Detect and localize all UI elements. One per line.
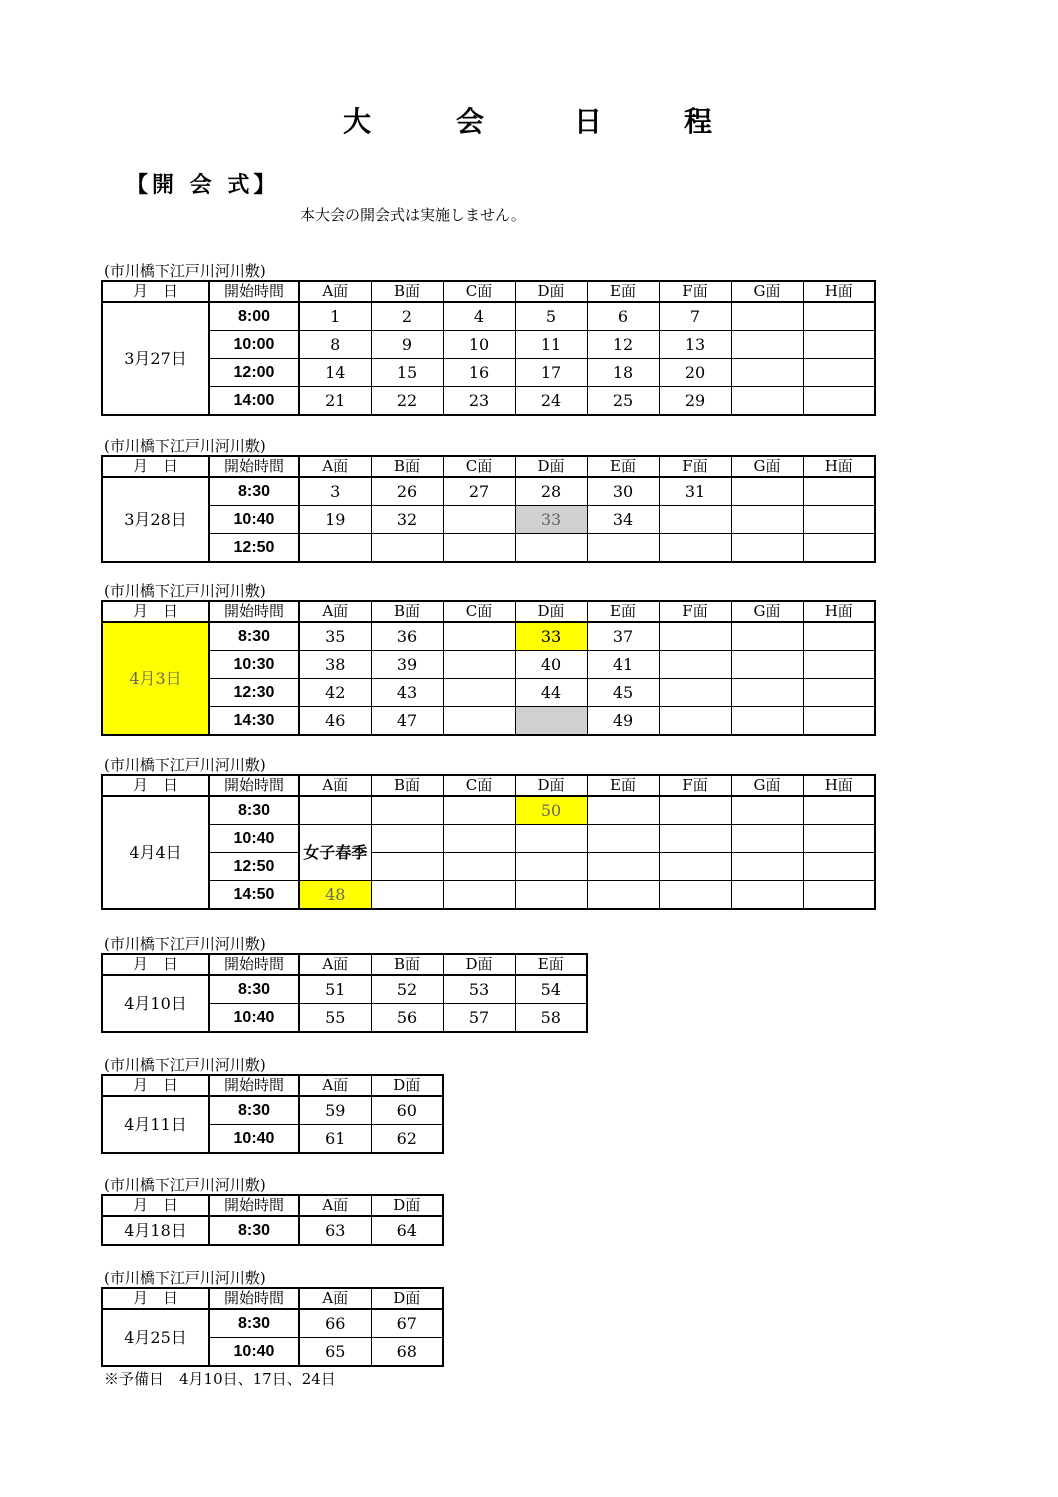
time-column-header: 開始時間 [209,1195,299,1216]
match-cell [659,796,731,825]
time-column-header: 開始時間 [209,1075,299,1096]
table-row [102,302,875,331]
match-cell [659,881,731,910]
match-cell: 26 [371,477,443,506]
court-column-header: F面 [659,775,731,796]
title-char: 日 [574,105,603,138]
match-cell: 6 [587,302,659,331]
table-row [102,534,875,563]
match-cell [587,796,659,825]
court-column-header: A面 [299,1288,371,1309]
match-cell [371,796,443,825]
match-cell [731,387,803,416]
match-cell: 43 [371,679,443,707]
start-time-cell: 10:40 [209,825,299,853]
match-cell [731,359,803,387]
court-column-header: A面 [299,456,371,477]
date-column-header: 月 日 [102,1195,209,1216]
match-cell: 23 [443,387,515,416]
match-cell [803,853,875,881]
date-cell: 4月11日 [102,1096,209,1153]
match-cell: 34 [587,506,659,534]
match-cell [803,506,875,534]
match-cell [371,825,443,853]
start-time-cell: 10:40 [209,1125,299,1154]
court-column-header: C面 [443,281,515,302]
match-cell: 36 [371,622,443,651]
match-cell [803,387,875,416]
start-time-cell: 12:30 [209,679,299,707]
table-row [102,707,875,736]
match-cell [443,881,515,910]
court-column-header: D面 [371,1195,443,1216]
table-row [102,359,875,387]
match-cell [731,825,803,853]
match-cell: 15 [371,359,443,387]
match-cell: 62 [371,1125,443,1154]
match-cell: 7 [659,302,731,331]
match-cell [731,796,803,825]
match-cell [587,534,659,563]
match-cell: 19 [299,506,371,534]
match-cell [731,651,803,679]
match-cell: 38 [299,651,371,679]
match-cell [443,825,515,853]
match-cell: 40 [515,651,587,679]
match-cell: 8 [299,331,371,359]
court-column-header: F面 [659,456,731,477]
match-cell: 52 [371,975,443,1004]
match-cell [803,825,875,853]
schedule-table [101,1287,444,1367]
match-cell: 54 [515,975,587,1004]
venue-label: (市川橋下江戸川河川敷) [104,262,266,280]
table-row [102,1096,443,1125]
court-column-header: G面 [731,601,803,622]
match-cell: 女子春季 [299,825,371,881]
match-cell: 30 [587,477,659,506]
time-column-header: 開始時間 [209,601,299,622]
title-char: 会 [456,105,485,138]
court-column-header: H面 [803,601,875,622]
match-cell: 49 [587,707,659,736]
schedule-table [101,774,876,910]
court-column-header: C面 [443,601,515,622]
start-time-cell: 8:30 [209,1216,299,1245]
court-column-header: E面 [587,601,659,622]
court-column-header: A面 [299,1075,371,1096]
court-column-header: G面 [731,281,803,302]
start-time-cell: 12:00 [209,359,299,387]
match-cell [443,622,515,651]
match-cell [731,506,803,534]
table-row [102,477,875,506]
match-cell [443,707,515,736]
table-row [102,651,875,679]
match-cell [659,651,731,679]
court-column-header: D面 [515,281,587,302]
court-column-header: B面 [371,601,443,622]
time-column-header: 開始時間 [209,281,299,302]
match-cell [731,331,803,359]
court-column-header: A面 [299,281,371,302]
start-time-cell: 8:30 [209,1309,299,1338]
match-cell: 20 [659,359,731,387]
start-time-cell: 12:50 [209,534,299,563]
court-column-header: E面 [587,456,659,477]
venue-label: (市川橋下江戸川河川敷) [104,935,266,953]
court-column-header: F面 [659,281,731,302]
match-cell [731,534,803,563]
match-cell [443,651,515,679]
date-column-header: 月 日 [102,1075,209,1096]
match-cell: 35 [299,622,371,651]
schedule-table [101,1194,444,1246]
match-cell [803,302,875,331]
match-cell: 60 [371,1096,443,1125]
date-cell: 3月28日 [102,477,209,562]
match-cell: 55 [299,1004,371,1033]
match-cell: 39 [371,651,443,679]
match-cell: 18 [587,359,659,387]
start-time-cell: 8:30 [209,1096,299,1125]
schedule-table [101,280,876,416]
match-cell [803,477,875,506]
venue-label: (市川橋下江戸川河川敷) [104,1176,266,1194]
court-column-header: E面 [587,281,659,302]
match-cell: 27 [443,477,515,506]
match-cell [731,707,803,736]
match-cell [659,506,731,534]
time-column-header: 開始時間 [209,954,299,975]
court-column-header: D面 [515,775,587,796]
match-cell: 68 [371,1338,443,1367]
start-time-cell: 12:50 [209,853,299,881]
court-column-header: D面 [515,456,587,477]
match-cell [659,825,731,853]
page-title [0,100,1058,140]
date-column-header: 月 日 [102,954,209,975]
start-time-cell: 10:30 [209,651,299,679]
start-time-cell: 14:00 [209,387,299,416]
match-cell [803,534,875,563]
table-row [102,853,875,881]
schedule-table [101,455,876,563]
match-cell [659,534,731,563]
court-column-header: B面 [371,456,443,477]
start-time-cell: 14:30 [209,707,299,736]
match-cell: 53 [443,975,515,1004]
match-cell: 32 [371,506,443,534]
date-column-header: 月 日 [102,281,209,302]
court-column-header: B面 [371,954,443,975]
match-cell: 48 [299,881,371,910]
match-cell: 67 [371,1309,443,1338]
match-cell [443,506,515,534]
match-cell [371,853,443,881]
match-cell: 57 [443,1004,515,1033]
match-cell [371,534,443,563]
match-cell: 1 [299,302,371,331]
table-row [102,679,875,707]
match-cell: 63 [299,1216,371,1245]
match-cell [731,881,803,910]
match-cell: 13 [659,331,731,359]
title-char: 大 [343,105,372,138]
table-row [102,825,875,853]
table-row [102,1216,443,1245]
match-cell [659,707,731,736]
match-cell [515,825,587,853]
title-char: 程 [684,105,713,138]
match-cell [731,853,803,881]
match-cell [659,679,731,707]
table-row [102,975,587,1004]
match-cell [803,622,875,651]
match-cell: 2 [371,302,443,331]
match-cell [587,853,659,881]
match-cell [731,302,803,331]
court-column-header: E面 [515,954,587,975]
court-column-header: F面 [659,601,731,622]
match-cell [443,796,515,825]
court-column-header: D面 [515,601,587,622]
match-cell: 28 [515,477,587,506]
court-column-header: C面 [443,775,515,796]
match-cell: 9 [371,331,443,359]
match-cell: 4 [443,302,515,331]
match-cell: 5 [515,302,587,331]
date-column-header: 月 日 [102,456,209,477]
date-cell: 4月25日 [102,1309,209,1366]
table-row [102,796,875,825]
court-column-header: B面 [371,775,443,796]
court-column-header: G面 [731,775,803,796]
match-cell: 12 [587,331,659,359]
venue-label: (市川橋下江戸川河川敷) [104,1269,266,1287]
venue-label: (市川橋下江戸川河川敷) [104,582,266,600]
court-column-header: H面 [803,775,875,796]
ceremony-heading: 【開 会 式】 [126,173,280,198]
table-header-row [102,1075,443,1096]
match-cell: 14 [299,359,371,387]
start-time-cell: 10:00 [209,331,299,359]
match-cell [443,534,515,563]
start-time-cell: 8:30 [209,622,299,651]
match-cell: 3 [299,477,371,506]
date-cell: 4月3日 [102,622,209,735]
date-column-header: 月 日 [102,1288,209,1309]
table-row [102,331,875,359]
table-header-row [102,281,875,302]
table-header-row [102,601,875,622]
table-row [102,506,875,534]
match-cell: 66 [299,1309,371,1338]
match-cell: 25 [587,387,659,416]
court-column-header: H面 [803,281,875,302]
court-column-header: B面 [371,281,443,302]
court-column-header: A面 [299,1195,371,1216]
table-header-row [102,456,875,477]
match-cell [659,622,731,651]
match-cell [803,679,875,707]
match-cell: 17 [515,359,587,387]
date-cell: 4月18日 [102,1216,209,1245]
date-column-header: 月 日 [102,601,209,622]
match-cell: 33 [515,506,587,534]
match-cell: 29 [659,387,731,416]
time-column-header: 開始時間 [209,775,299,796]
match-cell [443,679,515,707]
match-cell [803,881,875,910]
match-cell: 50 [515,796,587,825]
match-cell [803,707,875,736]
match-cell [731,622,803,651]
date-column-header: 月 日 [102,775,209,796]
start-time-cell: 10:40 [209,1004,299,1033]
match-cell [659,853,731,881]
venue-label: (市川橋下江戸川河川敷) [104,437,266,455]
match-cell: 33 [515,622,587,651]
time-column-header: 開始時間 [209,1288,299,1309]
schedule-table [101,1074,444,1154]
match-cell: 58 [515,1004,587,1033]
match-cell [443,853,515,881]
match-cell [299,796,371,825]
match-cell: 22 [371,387,443,416]
venue-label: (市川橋下江戸川河川敷) [104,756,266,774]
match-cell: 45 [587,679,659,707]
court-column-header: C面 [443,456,515,477]
table-header-row [102,1288,443,1309]
match-cell [515,534,587,563]
match-cell [803,359,875,387]
start-time-cell: 8:30 [209,796,299,825]
start-time-cell: 14:50 [209,881,299,910]
match-cell: 31 [659,477,731,506]
match-cell [515,881,587,910]
match-cell [731,679,803,707]
start-time-cell: 10:40 [209,506,299,534]
table-header-row [102,775,875,796]
match-cell: 46 [299,707,371,736]
venue-label: (市川橋下江戸川河川敷) [104,1056,266,1074]
match-cell [803,796,875,825]
court-column-header: D面 [371,1288,443,1309]
table-row [102,387,875,416]
start-time-cell: 8:30 [209,477,299,506]
court-column-header: A面 [299,954,371,975]
court-column-header: A面 [299,775,371,796]
match-cell: 24 [515,387,587,416]
match-cell: 65 [299,1338,371,1367]
match-cell [803,331,875,359]
match-cell: 16 [443,359,515,387]
reserve-days-note: ※予備日 4月10日、17日、24日 [104,1370,336,1388]
match-cell [587,881,659,910]
date-cell: 3月27日 [102,302,209,415]
table-header-row [102,954,587,975]
match-cell [587,825,659,853]
match-cell [515,853,587,881]
court-column-header: D面 [443,954,515,975]
court-column-header: H面 [803,456,875,477]
court-column-header: A面 [299,601,371,622]
start-time-cell: 8:30 [209,975,299,1004]
match-cell: 41 [587,651,659,679]
schedule-table [101,953,588,1033]
match-cell: 51 [299,975,371,1004]
match-cell: 64 [371,1216,443,1245]
match-cell: 11 [515,331,587,359]
table-row [102,1309,443,1338]
match-cell [803,651,875,679]
match-cell: 42 [299,679,371,707]
court-column-header: D面 [371,1075,443,1096]
date-cell: 4月4日 [102,796,209,909]
start-time-cell: 10:40 [209,1338,299,1367]
match-cell: 44 [515,679,587,707]
time-column-header: 開始時間 [209,456,299,477]
table-header-row [102,1195,443,1216]
match-cell: 10 [443,331,515,359]
court-column-header: E面 [587,775,659,796]
match-cell: 56 [371,1004,443,1033]
match-cell [731,477,803,506]
schedule-table [101,600,876,736]
court-column-header: G面 [731,456,803,477]
start-time-cell: 8:00 [209,302,299,331]
match-cell [299,534,371,563]
match-cell: 59 [299,1096,371,1125]
match-cell: 21 [299,387,371,416]
match-cell: 37 [587,622,659,651]
ceremony-note: 本大会の開会式は実施しません。 [300,206,526,224]
match-cell [371,881,443,910]
match-cell [515,707,587,736]
match-cell: 47 [371,707,443,736]
match-cell: 61 [299,1125,371,1154]
table-row [102,881,875,910]
date-cell: 4月10日 [102,975,209,1032]
table-row [102,622,875,651]
